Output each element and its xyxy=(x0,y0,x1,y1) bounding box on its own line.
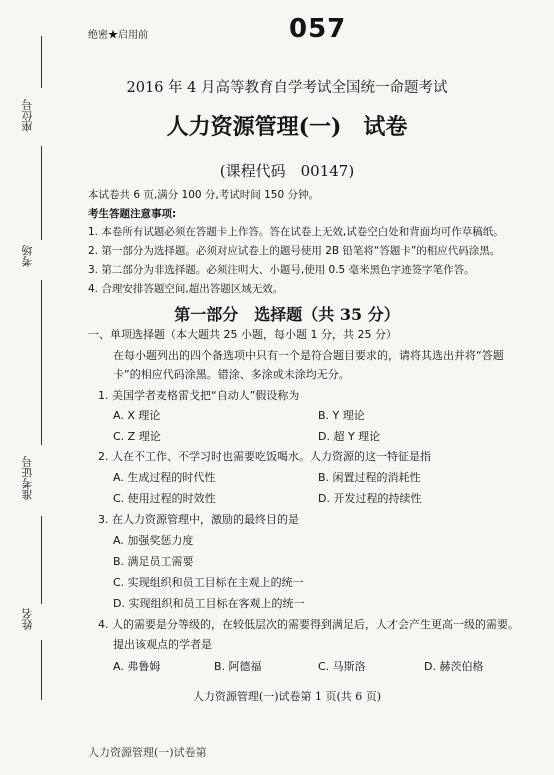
option-b: B. 满足员工需要 xyxy=(113,555,194,568)
option-b: B. 闲置过程的消耗性 xyxy=(318,471,421,484)
option-d: D. 赫茨伯格 xyxy=(424,660,484,673)
option-c: C. 使用过程的时效性 xyxy=(113,492,216,505)
option-c: C. 马斯洛 xyxy=(318,660,366,673)
course-code: (课程代码 00147) xyxy=(219,162,355,180)
admission-number-label: 准考证号 xyxy=(21,456,34,500)
option-d: D. 开发过程的持续性 xyxy=(318,492,422,505)
part-heading: 第一部分 选择题（共 35 分） xyxy=(174,305,400,324)
page-footer: 人力资源管理(一)试卷第 1 页(共 6 页) xyxy=(192,690,382,703)
pages-info: 本试卷共 6 页,满分 100 分,考试时间 150 分钟。 xyxy=(88,189,319,201)
section-instruction: 在每小题列出的四个备选项中只有一个是符合题目要求的，请将其选出并将“答题 xyxy=(113,349,504,362)
notice-item: 1. 本卷所有试题必须在答题卡上作答。答在试卷上无效,试卷空白处和背面均可作草稿纸。 xyxy=(88,226,504,238)
option-a: A. 生成过程的时代性 xyxy=(113,471,216,484)
option-b: B. 阿德福 xyxy=(214,660,262,673)
question-stem-continued: 提出该观点的学者是 xyxy=(113,638,212,651)
binding-line xyxy=(41,516,42,604)
notice-item: 4. 合理安排答题空间,超出答题区域无效。 xyxy=(88,283,284,295)
exam-session-line: 2016 年 4 月高等教育自学考试全国统一命题考试 xyxy=(126,80,448,96)
option-a: A. X 理论 xyxy=(113,409,161,422)
question-stem: 3. 在人力资源管理中，激励的最终目的是 xyxy=(98,513,299,526)
question-stem: 4. 人的需要是分等级的，在较低层次的需要得到满足后，人才会产生更高一级的需要。 xyxy=(98,618,519,631)
seat-number-label: 座位号 xyxy=(21,99,34,133)
notice-item: 3. 第二部分为非选择题。必须注明大、小题号,使用 0.5 毫米黑色字迹签字笔作答。 xyxy=(88,264,475,276)
question-stem: 2. 人在不工作、不学习时也需要吃饭喝水。人力资源的这一特征是指 xyxy=(98,450,431,463)
option-a: A. 弗鲁姆 xyxy=(113,660,161,673)
bleed-through-text: 人力资源管理(一)试卷第 xyxy=(88,746,207,759)
option-c: C. 实现组织和员工目标在主观上的统一 xyxy=(113,576,304,589)
exam-room-label: 考场 xyxy=(21,245,34,267)
option-c: C. Z 理论 xyxy=(113,430,161,443)
secret-mark: 绝密★启用前 xyxy=(88,30,148,41)
option-d: D. 超 Y 理论 xyxy=(318,430,381,443)
option-a: A. 加强奖惩力度 xyxy=(113,534,194,547)
notice-title: 考生答题注意事项: xyxy=(88,208,177,220)
section-heading: 一、单项选择题（本大题共 25 小题，每小题 1 分，共 25 分） xyxy=(88,328,397,341)
option-d: D. 实现组织和员工目标在客观上的统一 xyxy=(113,597,305,610)
notice-item: 2. 第一部分为选择题。必须对应试卷上的题号使用 2B 铅笔将“答题卡”的相应代码涂黑。 xyxy=(88,245,501,257)
section-instruction: 卡”的相应代码涂黑。错涂、多涂或未涂均无分。 xyxy=(113,368,350,381)
name-label: 姓名 xyxy=(21,608,34,630)
page-title: 人力资源管理(一) 试卷 xyxy=(166,114,408,140)
question-stem: 1. 美国学者麦格雷戈把“自动人”假设称为 xyxy=(98,389,300,402)
paper-code: 057 xyxy=(289,14,347,44)
option-b: B. Y 理论 xyxy=(318,409,365,422)
